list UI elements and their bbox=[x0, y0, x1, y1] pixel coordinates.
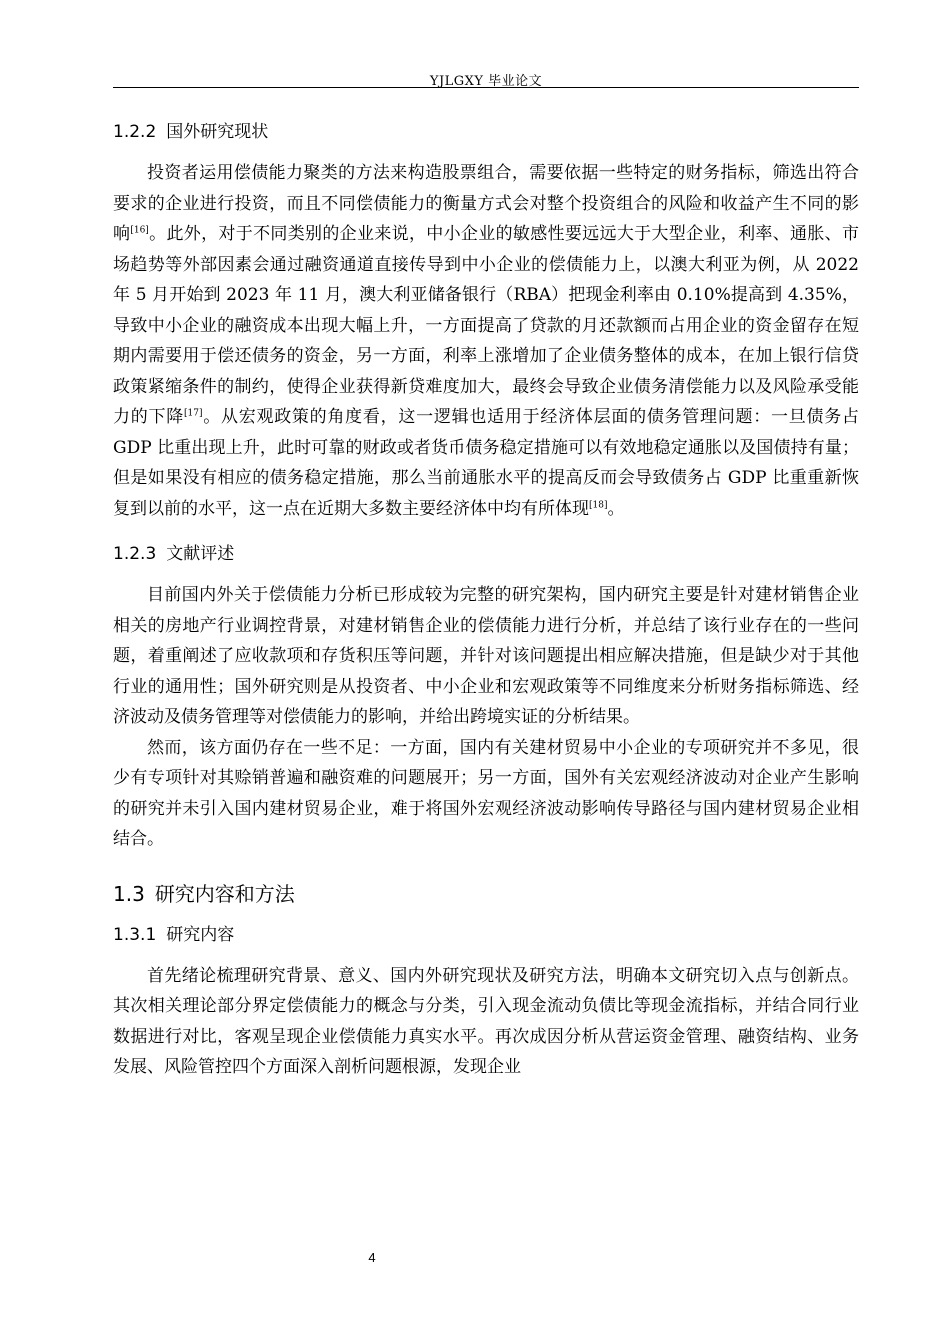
citation: [17] bbox=[183, 408, 203, 419]
heading-1-2-2 bbox=[113, 118, 859, 146]
heading-title: 研究内容 bbox=[166, 924, 235, 945]
heading-title: 国外研究现状 bbox=[166, 122, 269, 142]
heading-title: 文献评述 bbox=[166, 544, 235, 564]
paragraph bbox=[113, 158, 859, 524]
paragraph: 目前国内外关于偿债能力分析已形成较为完整的研究架构，国内研究主要是针对建材销售企业相关的房地产行业调控背景，对建材销售企业的偿债能力进行分析，并总结了该行业存在的一些问题，着重阐述了应收款项和存货积压等问题，并针对该问题提出相应解决措施，但是缺少对于其他行业的通用性；国外研究则是从投资者、中小企业和宏观政策等不同维度来分析财务指标筛选、经济波动及债务管理等对偿债能力的影响，并给出跨境实证的分析结果。 bbox=[113, 585, 859, 727]
running-header: YJLGXY 毕业论文 bbox=[429, 74, 543, 89]
paragraph-text: 投资者运用偿债能力聚类的方法来构造股票组合，需要依据一些特定的财务指标，筛选出符合要求的企业进行投资，而且不同偿债能力的衡量方式会对整个投资组合的风险和收益产生不同的影响 bbox=[113, 163, 859, 244]
heading-1-2-3 bbox=[113, 540, 859, 568]
header-rule bbox=[113, 87, 859, 88]
paragraph-text: 。 bbox=[607, 498, 625, 519]
heading-number: 1.2.3 bbox=[113, 544, 157, 564]
heading-1-3-1 bbox=[113, 921, 859, 949]
heading-number: 1.3 bbox=[113, 881, 145, 906]
page-content bbox=[113, 118, 859, 1083]
citation: [18] bbox=[589, 499, 608, 510]
heading-1-3 bbox=[113, 879, 859, 909]
heading-title: 研究内容和方法 bbox=[154, 881, 295, 906]
paragraph: 首先绪论梳理研究背景、意义、国内外研究现状及研究方法，明确本文研究切入点与创新点。其次相关理论部分界定偿债能力的概念与分类，引入现金流动负债比等现金流指标，并结合同行业数据进行对比，客观呈现企业偿债能力真实水平。再次成因分析从营运资金管理、融资结构、业务发展、风险管控四个方面深入剖析问题根源，发现企业 bbox=[113, 965, 859, 1077]
paragraph-text: 。此外，对于不同类别的企业来说，中小企业的敏感性要远远大于大型企业，利率、通胀、市场趋势等外部因素会通过融资通道直接传导到中小企业的偿债能力上，以澳大利亚为例，从 2022 年 5 月开始到 2023 年 11 月，澳大利亚储备银行（RBA）把现金利率由 0.10%提高到 4.35%，导致中小企业的融资成本出现大幅上升，一方面提高了贷款的月还款额而占用企业的资金留存在短期内需要用于偿还债务的资金，另一方面，利率上涨增加了企业债务整体的成本，在加上银行信贷政策紧缩条件的制约，使得企业获得新贷难度加大，最终会导致企业债务清偿能力以及风险承受能力的下降 bbox=[113, 224, 860, 427]
paragraph: 然而，该方面仍存在一些不足：一方面，国内有关建材贸易中小企业的专项研究并不多见，很少有专项针对其赊销普遍和融资难的问题展开；另一方面，国外有关宏观经济波动对企业产生影响的研究并未引入国内建材贸易企业，难于将国外宏观经济波动影响传导路径与国内建材贸易企业相结合。 bbox=[113, 737, 859, 849]
heading-number: 1.2.2 bbox=[113, 122, 157, 142]
heading-number: 1.3.1 bbox=[113, 924, 157, 945]
page-number: 4 bbox=[368, 1250, 376, 1265]
paragraph-text: 。从宏观政策的角度看，这一逻辑也适用于经济体层面的债务管理问题：一旦债务占 GDP 比重出现上升，此时可靠的财政或者货币债务稳定措施可以有效地稳定通胀以及国债持有量；但是如果没有相应的债务稳定措施，那么当前通胀水平的提高反而会导致债务占 GDP 比重重新恢复到以前的水平，这一点在近期大多数主要经济体中均有所体现 bbox=[113, 407, 860, 519]
citation: [16] bbox=[130, 225, 149, 236]
